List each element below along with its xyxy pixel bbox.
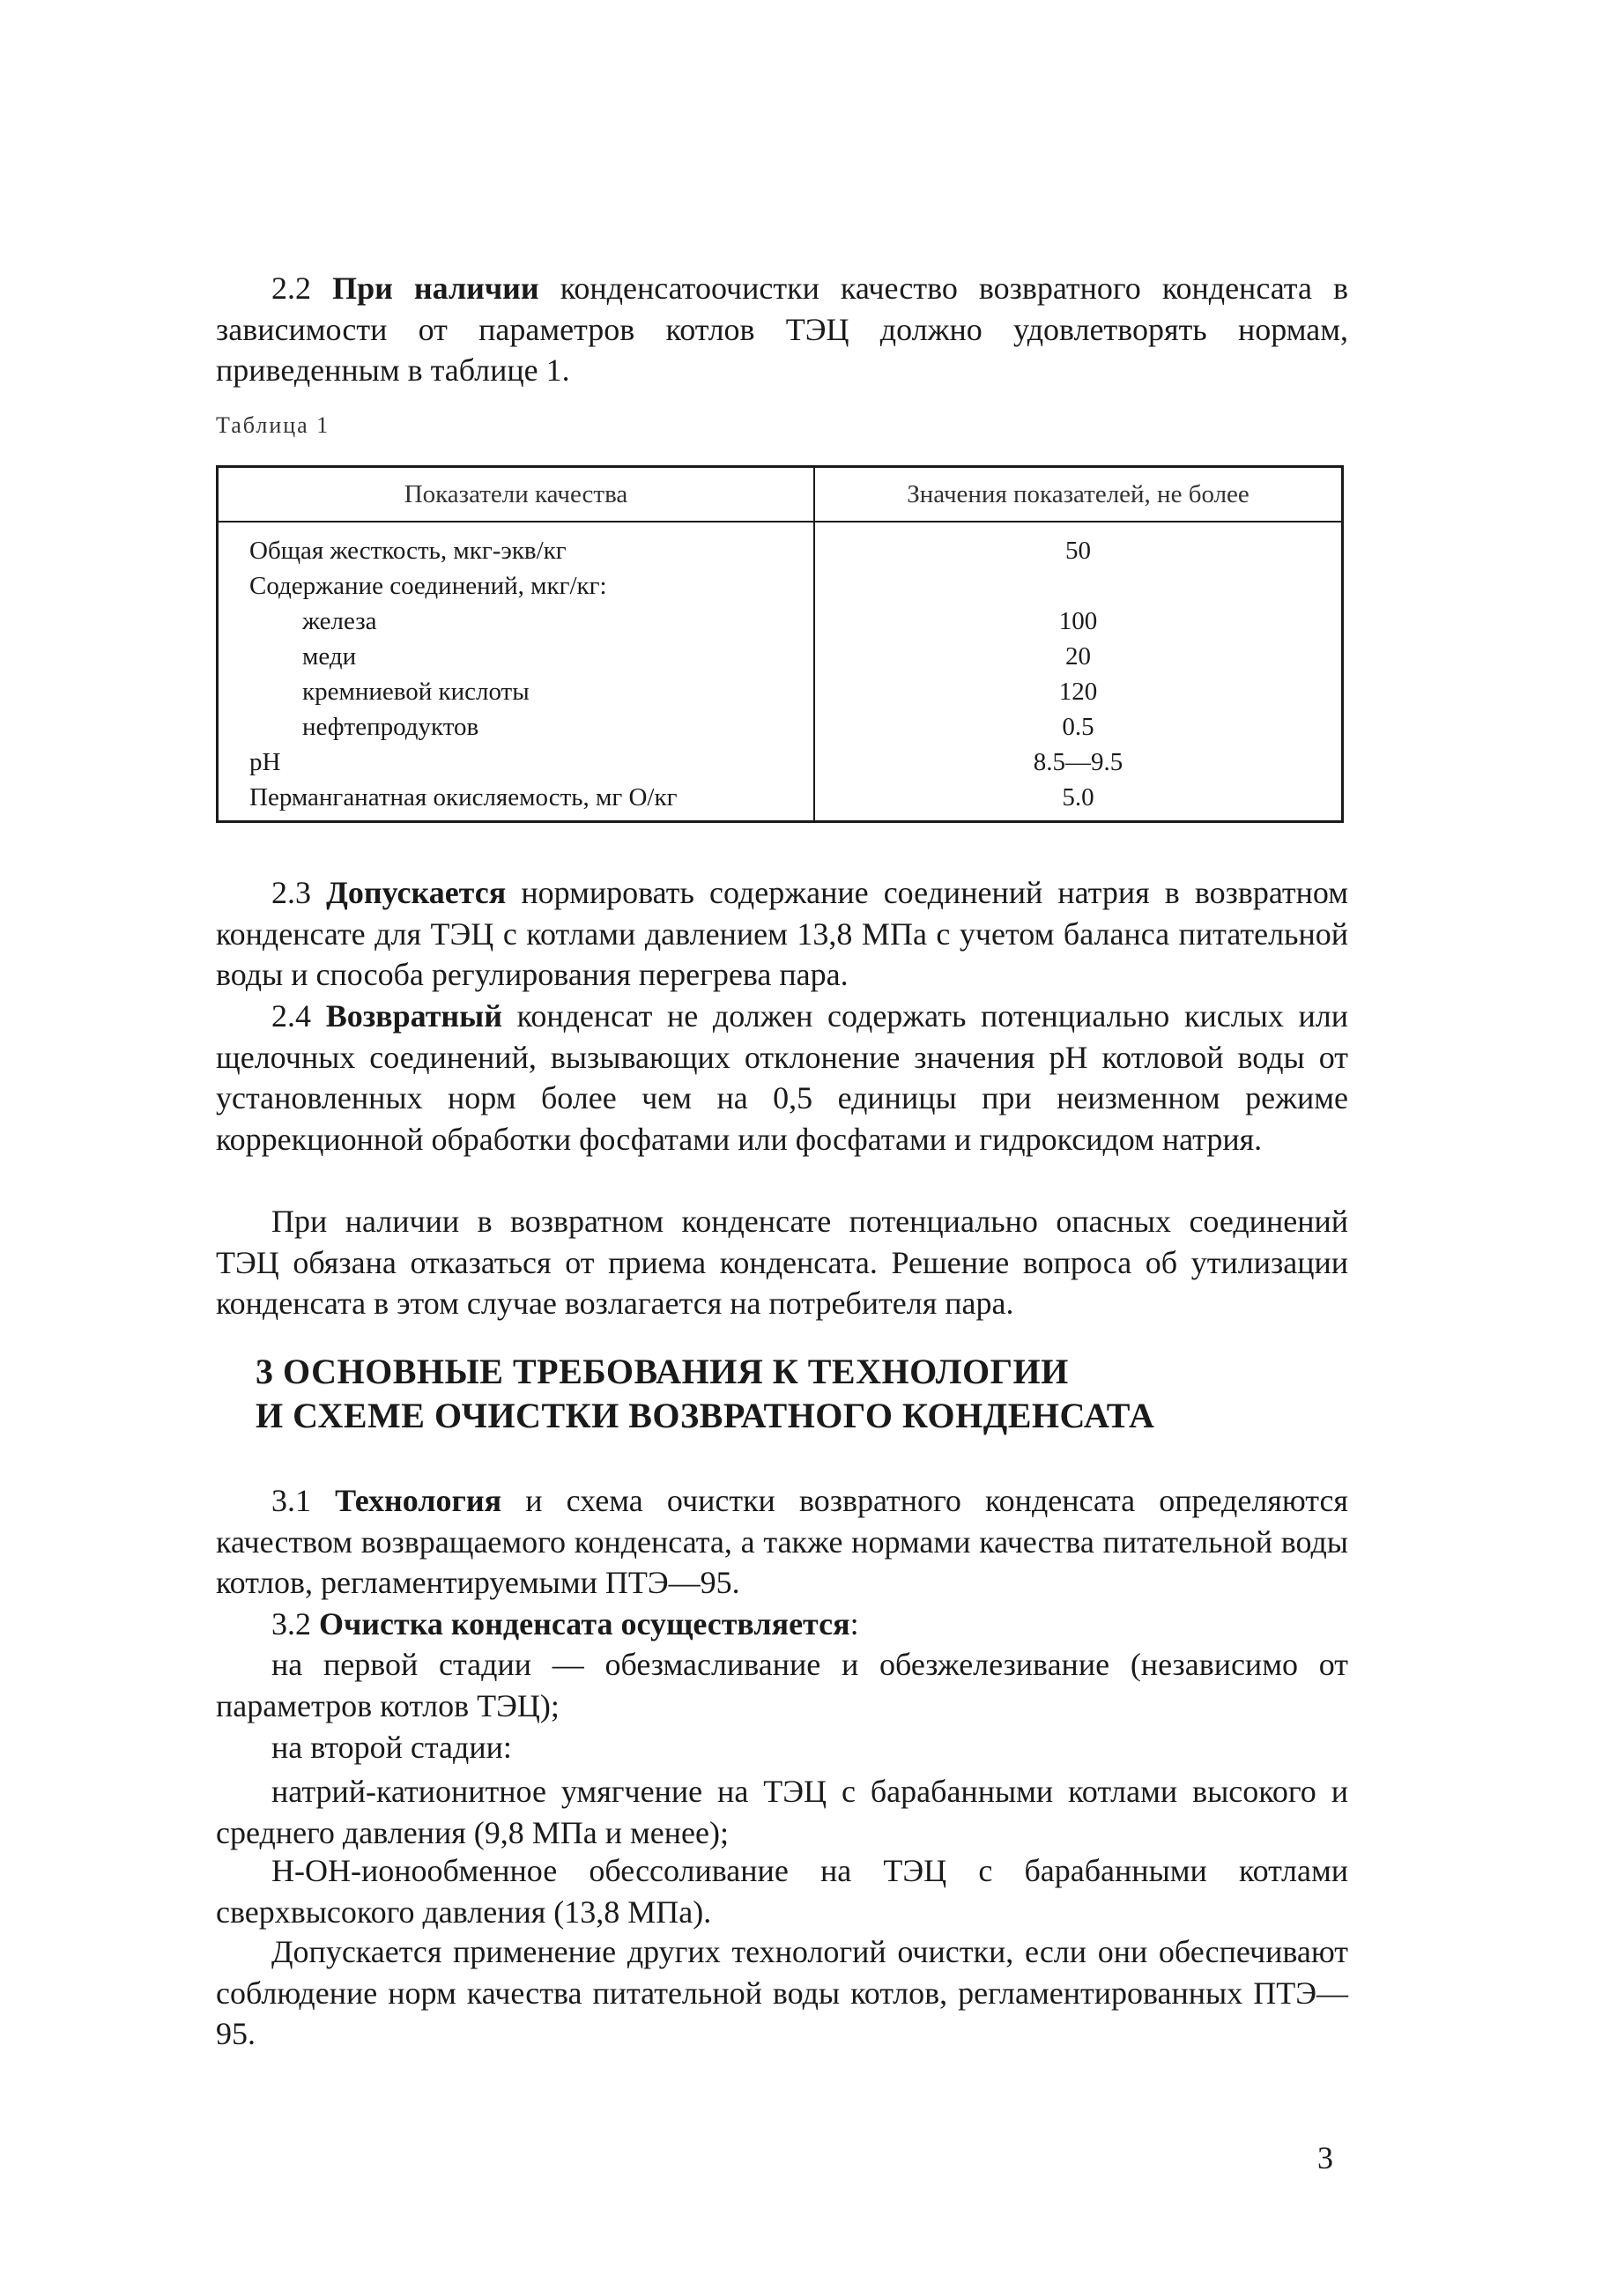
table-row-value: 8.5—9.5 (1033, 748, 1123, 776)
value-column (814, 522, 1343, 822)
paragraph-2-2 (216, 268, 1348, 391)
table-row-label: кремниевой кислоты (302, 678, 530, 706)
paragraph-3-2 (216, 1604, 1348, 1645)
paragraph-3-2-stage2: на второй стадии: (271, 1730, 512, 1765)
indicator-column (218, 522, 815, 822)
paragraph-2-4-note: При наличии в возвратном конденсате потенциально опасных соединений ТЭЦ обязана отказаться от приема конденсата. Решение вопроса об утилизации конденсата в этом случае возлагается на потребителя пара. (216, 1204, 1348, 1321)
paragraph-3-2-sodium: натрий-катионитное умягчение на ТЭЦ с барабанными котлами высокого и среднего давления (9,8 МПа и менее); (216, 1774, 1348, 1850)
clause-number: 3.1 (271, 1483, 311, 1518)
heading-line-1: 3 ОСНОВНЫЕ ТРЕБОВАНИЯ К ТЕХНОЛОГИИ (256, 1352, 1069, 1391)
table-row-label: Перманганатная окисляемость, мг О/кг (249, 783, 678, 812)
paragraph-3-2-stage1: на первой стадии — обезмасливание и обезжелезивание (независимо от параметров котлов ТЭЦ); (216, 1647, 1348, 1723)
clause-lead: Допускается (326, 875, 507, 910)
clause-text: конденсатоочистки качество возвратного конденсата в зависимости от параметров котлов ТЭЦ должно удовлетворять нормам, приведенным в таблице 1. (216, 271, 1348, 388)
clause-lead: Технология (335, 1483, 502, 1518)
table-body (218, 522, 1343, 822)
paragraph-3-1 (216, 1480, 1348, 1604)
clause-text: нормировать содержание соединений натрия в возвратном конденсате для ТЭЦ с котлами давлением 13,8 МПа с учетом баланса питательной воды и способа регулирования перегрева пара. (216, 875, 1348, 992)
table-row-label: Общая жесткость, мкг-экв/кг (249, 537, 567, 565)
clause-lead: Очистка конденсата осуществляется (319, 1606, 850, 1642)
clause-text: и схема очистки возвратного конденсата определяются качеством возвращаемого конденсата, а также нормами качества питательной воды котлов, регламентируемыми ПТЭ—95. (216, 1483, 1348, 1600)
clause-number: 2.4 (271, 998, 311, 1034)
page-number: 3 (1317, 2140, 1333, 2175)
clause-text: конденсат не должен содержать потенциально кислых или щелочных соединений, вызывающих отклонение значения рН котловой воды от установленных норм более чем на 0,5 единицы при неизменном режиме коррекционной обработки фосфатами или фосфатами и гидроксидом натрия. (216, 998, 1349, 1157)
table-row-label: железа (302, 607, 377, 635)
paragraph-3-2-other: Допускается применение других технологий очистки, если они обеспечивают соблюдение норм качества питательной воды котлов, регламентированных ПТЭ—95. (216, 1934, 1348, 2051)
clause-text: : (849, 1606, 859, 1642)
table-header-row (218, 467, 1343, 522)
table-row-label: меди (302, 642, 357, 671)
table-header-indicator: Показатели качества (218, 467, 815, 522)
clause-number: 2.2 (271, 271, 311, 306)
table-row-value: 100 (1058, 607, 1098, 635)
table-header-value: Значения показателей, не более (814, 467, 1343, 522)
table-row-value: 0.5 (1062, 713, 1094, 741)
table-row-value (815, 568, 1341, 604)
quality-table (216, 465, 1344, 823)
clause-lead: Возвратный (325, 998, 502, 1034)
heading-line-2: И СХЕМЕ ОЧИСТКИ ВОЗВРАТНОГО КОНДЕНСАТА (256, 1396, 1155, 1435)
paragraph-3-2-hoh: Н-ОН-ионообменное обессоливание на ТЭЦ с барабанными котлами сверхвысокого давления (13,8 МПа). (216, 1853, 1348, 1930)
clause-lead: При наличии (332, 271, 539, 306)
table-row-value: 120 (1058, 678, 1098, 706)
paragraph-2-3 (216, 872, 1348, 996)
table-row-value: 5.0 (1062, 783, 1094, 812)
section-3-heading (256, 1350, 1154, 1438)
table-row-value: 20 (1065, 642, 1091, 671)
clause-number: 2.3 (271, 875, 311, 910)
table-caption: Таблица 1 (216, 412, 330, 438)
clause-number: 3.2 (271, 1606, 311, 1642)
table-row-label: Содержание соединений, мкг/кг: (249, 572, 607, 600)
table-row-value: 50 (1065, 537, 1091, 565)
paragraph-2-4 (216, 996, 1348, 1160)
table-row-label: рН (249, 748, 281, 776)
table-row-label: нефтепродуктов (302, 713, 479, 741)
